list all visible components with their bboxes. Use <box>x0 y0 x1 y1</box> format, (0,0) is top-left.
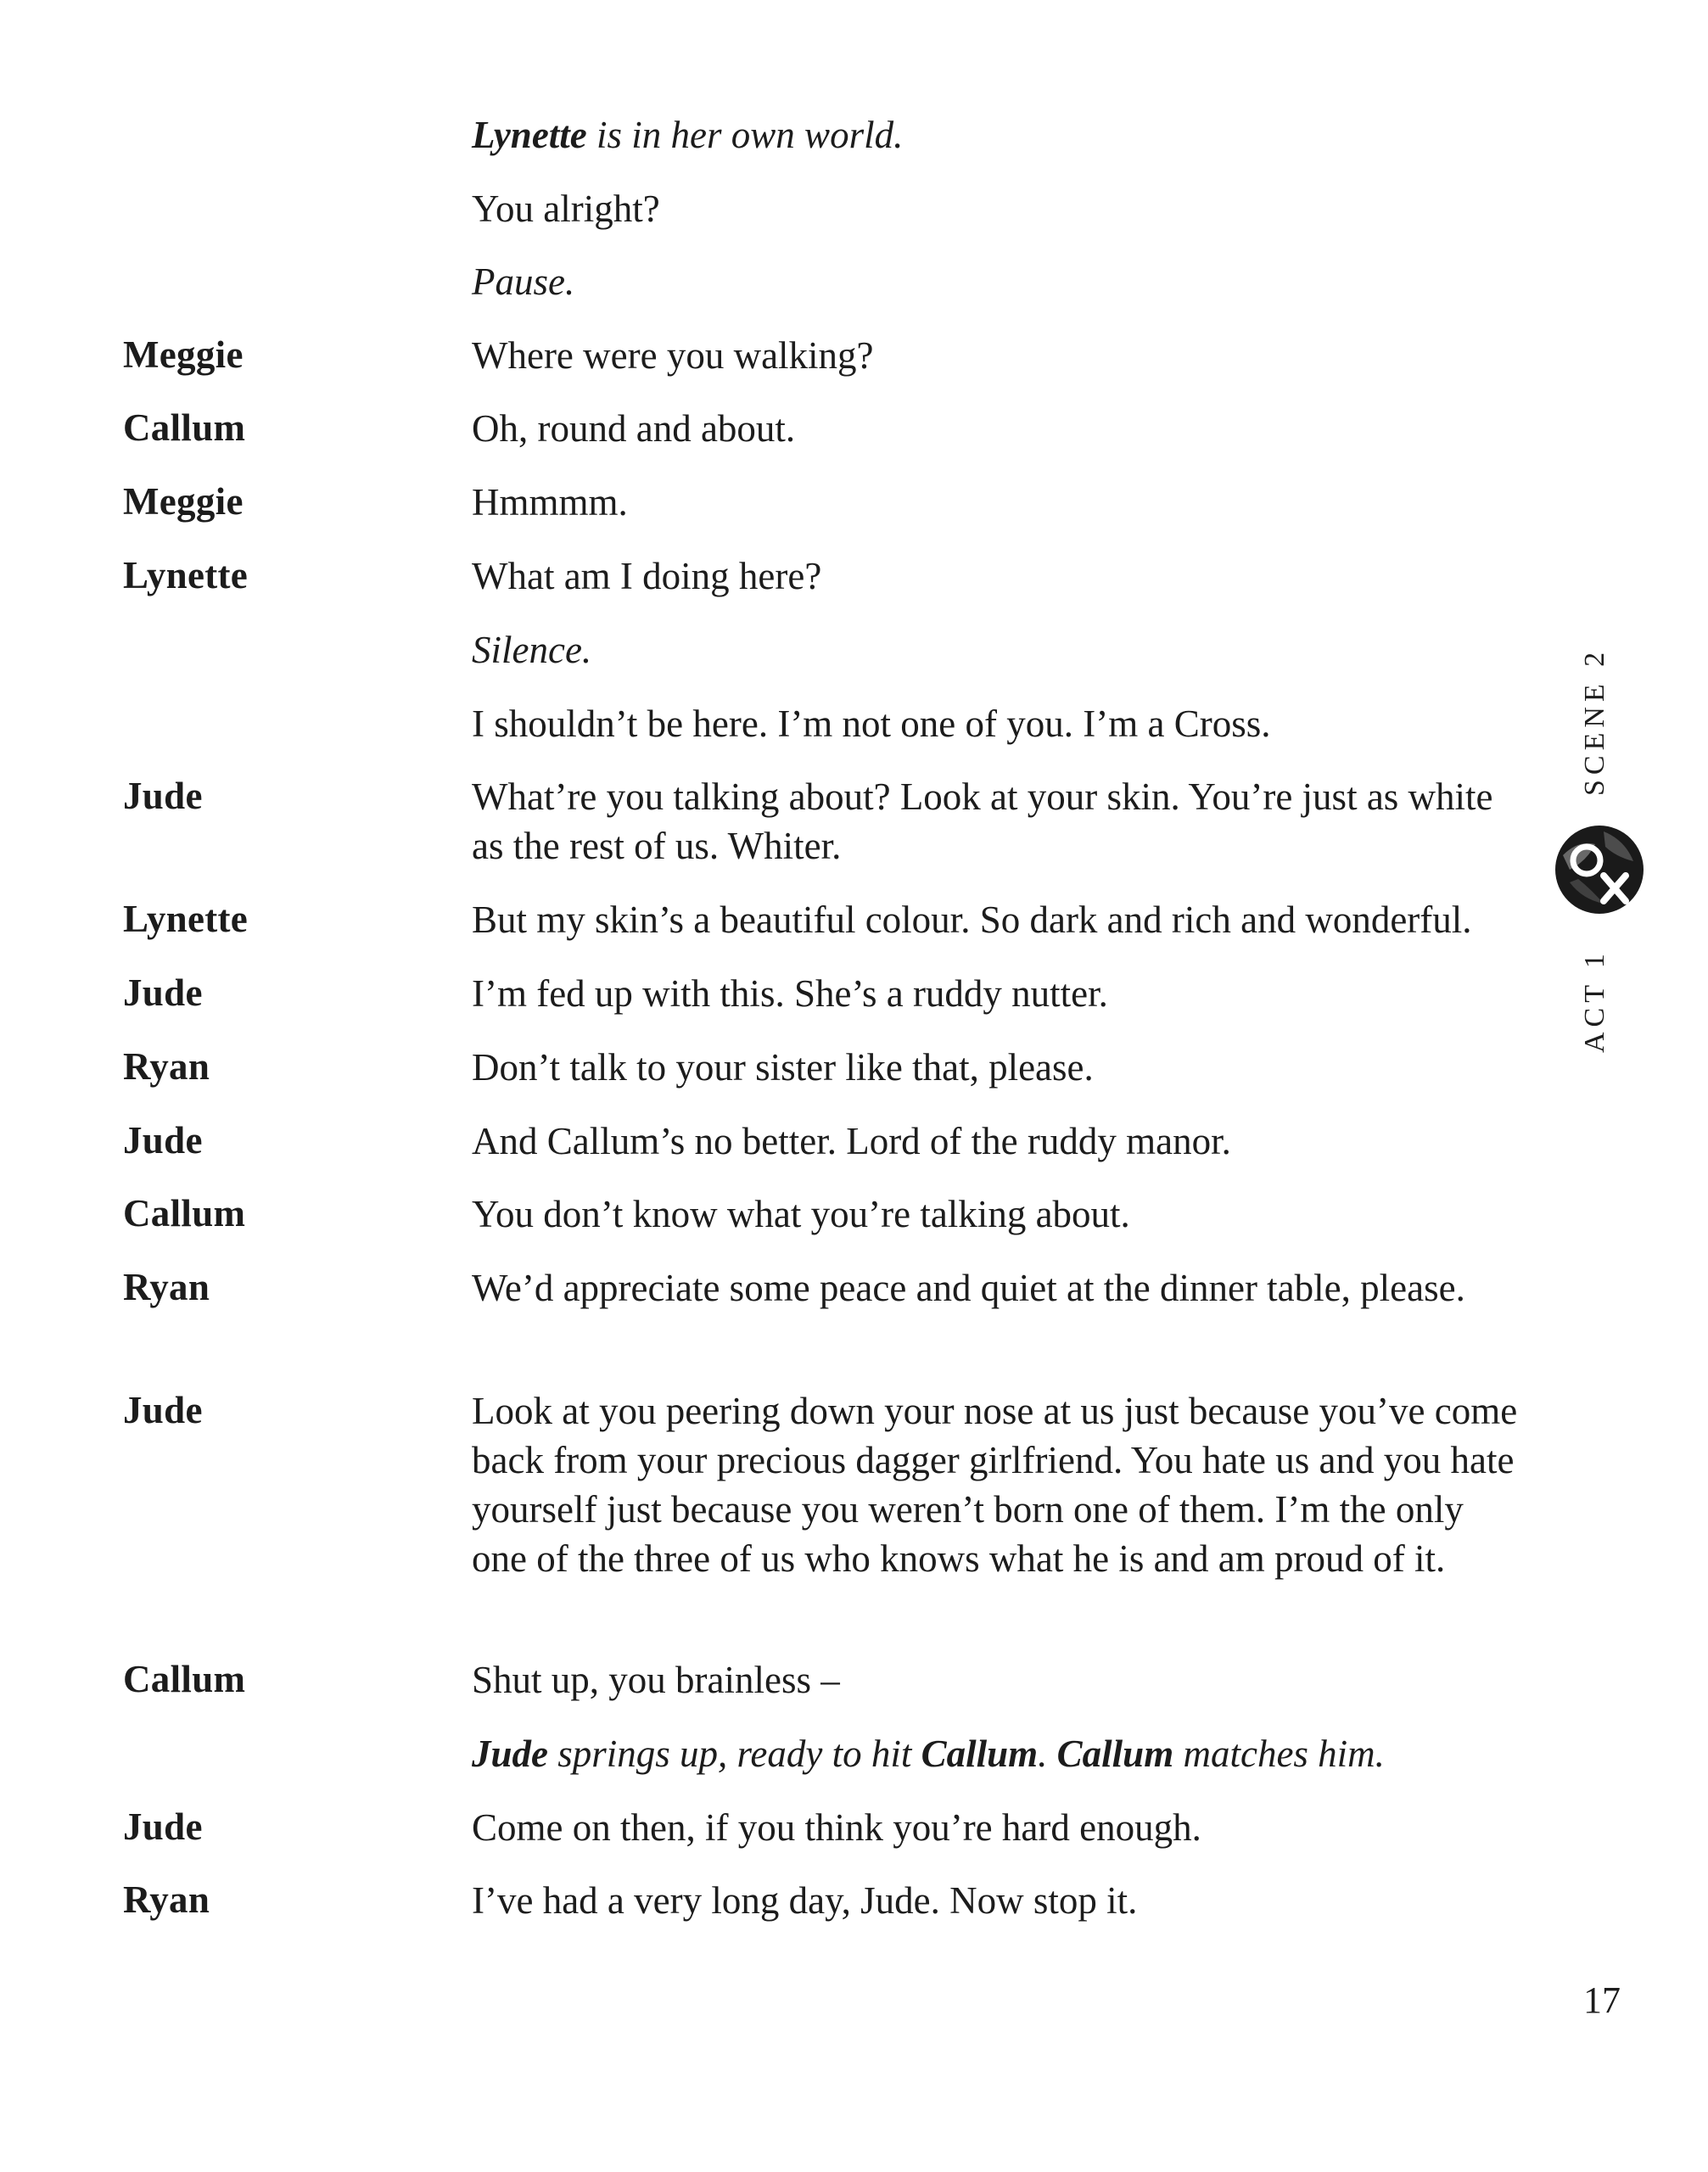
speaker-name: Meggie <box>123 333 244 376</box>
dialogue-text: But my skin’s a beautiful colour. So dark and rich and wonderful. <box>472 898 1472 941</box>
dialogue-text: You alright? <box>472 188 660 230</box>
stage-direction: Lynette is in her own world. <box>472 114 904 156</box>
scene-label: SCENE 2 <box>1579 647 1610 796</box>
speaker-name: Callum <box>123 1192 246 1234</box>
dialogue-text: I shouldn’t be here. I’m not one of you. I’m a Cross. <box>472 703 1271 745</box>
act-scene-sidebar <box>1553 636 1655 1078</box>
stage-direction: Silence. <box>472 629 592 671</box>
speaker-name: Lynette <box>123 554 249 596</box>
character-name: Jude <box>472 1733 548 1775</box>
dialogue-text: Where were you walking? <box>472 334 874 377</box>
dialogue-text: What am I doing here? <box>472 555 822 597</box>
act-label: ACT 1 <box>1579 949 1610 1054</box>
dialogue-text: Oh, round and about. <box>472 407 796 450</box>
speaker-name: Jude <box>123 775 203 817</box>
stage-direction: Jude springs up, ready to hit Callum. Callum matches him. <box>472 1733 1385 1775</box>
speaker-name: Jude <box>123 1119 203 1162</box>
speaker-name: Jude <box>123 971 203 1014</box>
speaker-name: Jude <box>123 1805 203 1848</box>
speaker-name: Callum <box>123 1658 246 1700</box>
dialogue-text: Shut up, you brainless – <box>472 1659 840 1701</box>
speaker-name: Meggie <box>123 480 244 523</box>
character-name: Lynette <box>472 114 587 156</box>
noughts-crosses-logo-icon <box>1553 823 1646 916</box>
dialogue-text: I’m fed up with this. She’s a ruddy nutter. <box>472 972 1108 1015</box>
speaker-name: Ryan <box>123 1878 210 1921</box>
dialogue-text: I’ve had a very long day, Jude. Now stop it. <box>472 1879 1138 1922</box>
speaker-name: Ryan <box>123 1045 210 1088</box>
dialogue-text: Don’t talk to your sister like that, please. <box>472 1046 1094 1089</box>
page-number: 17 <box>1583 1979 1621 2021</box>
speaker-name: Ryan <box>123 1266 210 1308</box>
character-name: Callum <box>1056 1733 1174 1775</box>
speaker-name: Lynette <box>123 898 249 940</box>
dialogue-text: Come on then, if you think you’re hard enough. <box>472 1806 1201 1849</box>
dialogue-text: You don’t know what you’re talking about. <box>472 1193 1130 1235</box>
dialogue-text: Hmmmm. <box>472 481 628 523</box>
dialogue-text: What’re you talking about? Look at your skin. You’re just as white as the rest of us. Whiter. <box>472 775 1493 867</box>
character-name: Callum <box>921 1733 1039 1775</box>
dialogue-text: We’d appreciate some peace and quiet at the dinner table, please. <box>472 1267 1465 1309</box>
speaker-name: Callum <box>123 406 246 449</box>
speaker-name: Jude <box>123 1389 203 1431</box>
dialogue-text: Look at you peering down your nose at us just because you’ve come back from your precious dagger girlfriend. You hate us and you hate yourself just because you weren’t born one of them. I’m the only one of the three of us who knows what he is and am proud of it. <box>472 1390 1518 1580</box>
stage-direction: Pause. <box>472 260 575 303</box>
dialogue-text: And Callum’s no better. Lord of the ruddy manor. <box>472 1120 1231 1162</box>
